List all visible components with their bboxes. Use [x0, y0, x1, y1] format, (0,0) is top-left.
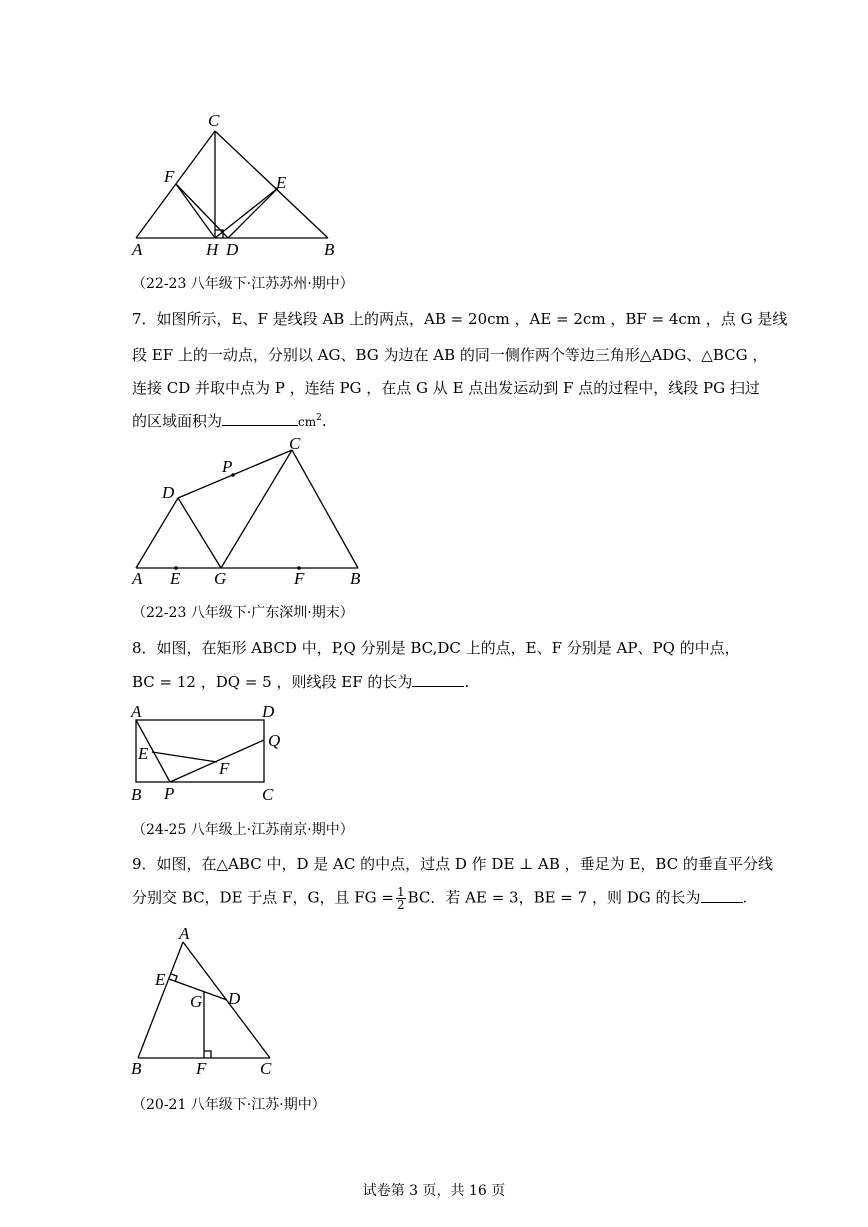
- fig7-label-B: B: [350, 569, 361, 588]
- fig7-label-D: D: [162, 483, 175, 502]
- fig9-label-A: A: [179, 924, 190, 943]
- source-q9: （20-21 八年级下·江苏·期中）: [132, 1097, 326, 1113]
- fig9-label-G: G: [190, 992, 203, 1011]
- fig9-label-D: D: [228, 989, 241, 1008]
- q8-answer-blank[interactable]: [412, 672, 464, 687]
- q9-line2-mid: BC．若 AE = 3，BE = 7 ，则 DG 的长为: [407, 888, 701, 907]
- fig6-label-D: D: [226, 240, 239, 259]
- fig9-label-B: B: [131, 1059, 142, 1078]
- fig8-label-C: C: [262, 785, 274, 804]
- q8-line2-text: BC = 12 ，DQ = 5 ，则线段 EF 的长为: [132, 673, 413, 691]
- fig6-label-E: E: [276, 173, 287, 192]
- q9-fraction: [396, 886, 406, 911]
- q7-line4-text: 的区域面积为: [132, 412, 223, 430]
- page-footer: 试卷第 3 页，共 16 页: [362, 1183, 506, 1199]
- fig8-label-F: F: [219, 759, 230, 778]
- q9-end: .: [742, 888, 748, 907]
- fig8-label-D: D: [262, 702, 275, 721]
- q9-line2: [132, 886, 747, 911]
- fig6-label-A: A: [132, 240, 143, 259]
- q8-line2: [132, 671, 469, 692]
- fig7-label-A: A: [132, 569, 143, 588]
- fig6-label-C: C: [208, 111, 220, 130]
- fig9-label-E: E: [155, 970, 166, 989]
- fig9-label-C: C: [260, 1059, 272, 1078]
- source-q8: （24-25 八年级上·江苏南京·期中）: [132, 822, 354, 838]
- fig6-label-F: F: [164, 167, 175, 186]
- fig9-label-F: F: [196, 1059, 207, 1078]
- q9-frac-num: 1: [396, 885, 405, 899]
- fig7-label-C: C: [289, 436, 301, 453]
- q7-unit-sup: 2: [316, 413, 322, 423]
- figure-q6: [128, 108, 348, 260]
- q9-frac-den: 2: [396, 898, 405, 912]
- q7-answer-blank[interactable]: [222, 411, 298, 426]
- fig6-label-H: H: [206, 240, 219, 259]
- fig8-label-Q: Q: [268, 731, 281, 750]
- q7-line4: [132, 410, 327, 431]
- q7-end: .: [321, 412, 327, 430]
- figure-q7: [128, 436, 368, 588]
- source-q6: （22-23 八年级下·江苏苏州·期中）: [132, 276, 354, 292]
- fig7-label-F: F: [294, 569, 305, 588]
- q7-unit: cm: [298, 415, 317, 429]
- figure-q9: [128, 924, 288, 1084]
- source-q7: （22-23 八年级下·广东深圳·期末）: [132, 605, 354, 621]
- fig7-label-E: E: [170, 569, 181, 588]
- figure-q8: [128, 700, 298, 806]
- fig8-label-A: A: [131, 702, 142, 721]
- q9-line1: 9．如图，在△ABC 中，D 是 AC 的中点，过点 D 作 DE ⊥ AB ，垂足为 E，BC 的垂直平分线: [132, 855, 773, 873]
- fig7-label-G: G: [214, 569, 227, 588]
- fig8-label-B: B: [131, 785, 142, 804]
- q7-line2: 段 EF 上的一动点，分别以 AG、BG 为边在 AB 的同一侧作两个等边三角形△ADG、△BCG ，: [132, 346, 768, 364]
- q9-answer-blank[interactable]: [701, 888, 743, 903]
- fig7-label-P: P: [222, 457, 233, 476]
- fig8-label-E: E: [138, 744, 149, 763]
- q7-line1: 7．如图所示，E、F 是线段 AB 上的两点，AB = 20cm ，AE = 2cm ，BF = 4cm ，点 G 是线: [132, 310, 788, 328]
- q8-end: .: [464, 673, 470, 691]
- q7-line3: 连接 CD 并取中点为 P ，连结 PG ，在点 G 从 E 点出发运动到 F 点的过程中，线段 PG 扫过: [132, 379, 760, 397]
- q9-line2-text: 分别交 BC，DE 于点 F，G，且 FG =: [132, 888, 394, 907]
- q8-line1: 8．如图，在矩形 ABCD 中，P,Q 分别是 BC,DC 上的点，E、F 分别是 AP、PQ 的中点，: [132, 639, 740, 657]
- fig6-label-B: B: [324, 240, 335, 259]
- fig8-label-P: P: [164, 784, 175, 803]
